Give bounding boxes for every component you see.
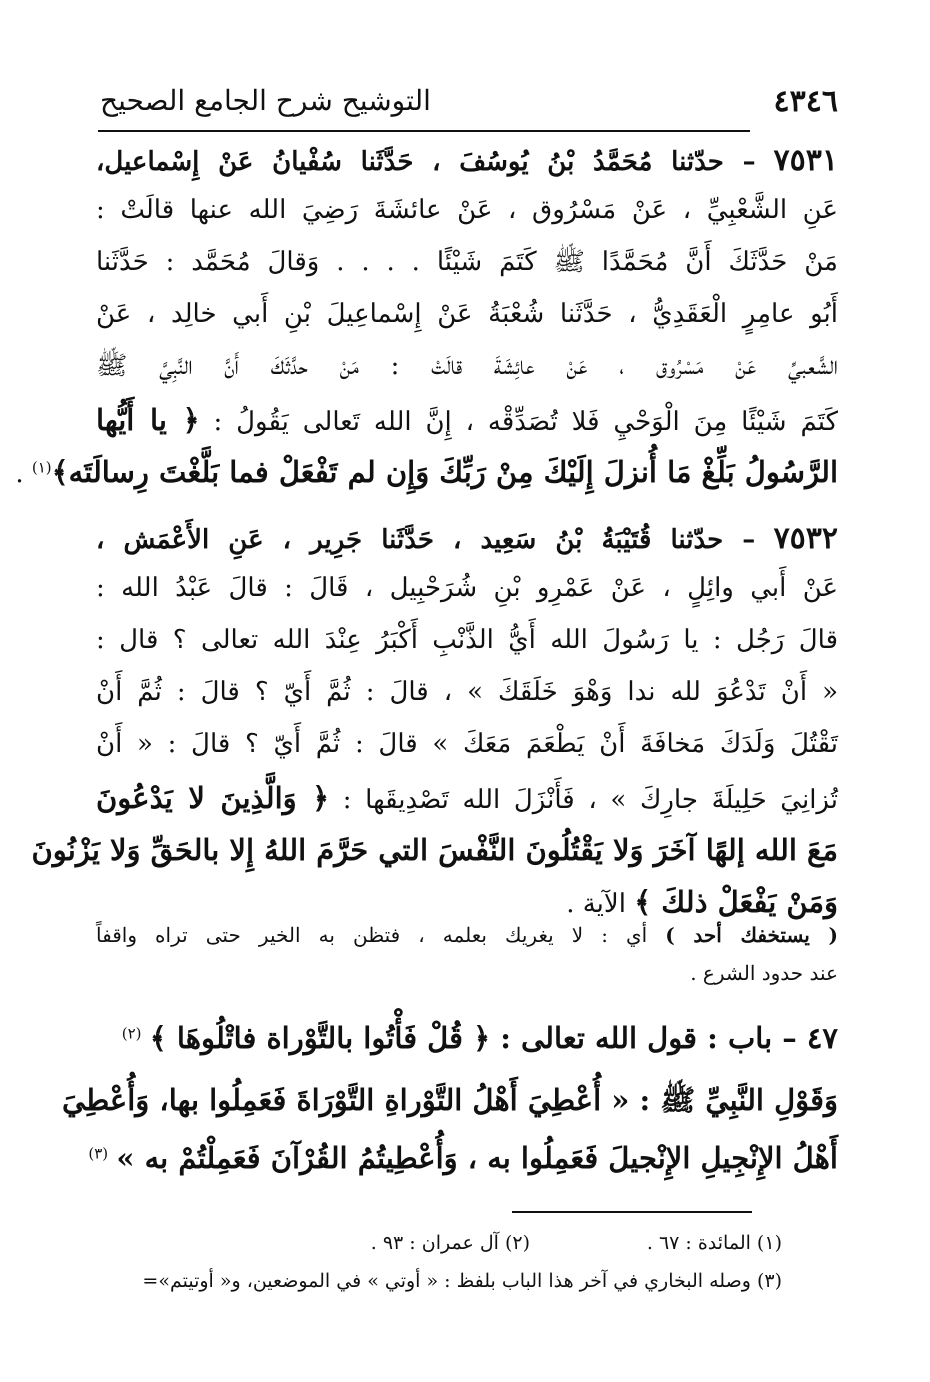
chapter-heading-line-2: وَقَوْلِ النَّبِيِّ ﷺ : « أُعْطِيَ أَهْلُ التَّوْراةِ التَّوْرَاةَ فَعَمِلُوا بها، وَأُعْطِيَ	[61, 1083, 838, 1117]
hadith-text: كَتَمَ شَيْئًا مِنَ الْوَحْيِ فَلا تُصَدِّقْه ، إِنَّ الله تَعالى يَقُولُ :	[213, 407, 838, 437]
hadith-text: .	[15, 459, 32, 489]
hadith-7532-line-3: قالَ رَجُل : يا رَسُولَ الله أَيُّ الذَّنْبِ أَكْبَرُ عِنْدَ الله تعالى ؟ قال :	[96, 625, 838, 655]
hadith-7532-line-7: مَعَ الله إلهًا آخَرَ وَلا يَقْتُلُونَ النَّفْسَ التي حَرَّمَ اللهُ إِلا بالحَقِّ وَلا يَزْنُونَ	[31, 833, 838, 867]
hadith-7531-line-2: عَنِ الشَّعْبِيِّ ، عَنْ مَسْرُوق ، عَنْ عائشَةَ رَضِيَ الله عنها قالَتْ :	[96, 195, 838, 225]
hadith-7531-line-1	[96, 143, 838, 179]
chapter-heading-line-1	[96, 1021, 838, 1056]
hadith-text: – حدّثنا مُحَمَّدُ بْنُ يُوسُفَ ، حَدَّثَنا سُفْيانُ عَنْ إِسْماعيل،	[96, 147, 756, 177]
hadith-text: الآية .	[566, 889, 635, 919]
quran-quote: وَمَنْ يَفْعَلْ ذلكَ ﴾	[634, 885, 838, 919]
footnote-1: (١) المائدة : ٦٧ .	[646, 1232, 782, 1254]
chapter-heading: أَهْلُ الإِنْجِيلِ الإِنْجيلَ فَعَمِلُوا به ، وَأُعْطِيتُمُ القُرْآنَ فَعَمِلْتُمْ به »	[116, 1141, 838, 1175]
running-title: التوشيح شرح الجامع الصحيح	[100, 84, 431, 117]
footnote-ref: (٣)	[88, 1144, 109, 1163]
page-number: ٤٣٤٦	[773, 84, 838, 119]
hadith-7531-line-7	[15, 455, 838, 490]
footnote-3: (٣) وصله البخاري في آخر هذا الباب بلفظ : « أوتي » في الموضعين، و« أوتيتم»=	[142, 1270, 782, 1292]
commentary-line-2: عند حدود الشرع .	[690, 961, 838, 985]
hadith-7531-line-3: مَنْ حَدَّثَكَ أَنَّ مُحَمَّدًا ﷺ كَتَمَ شَيْئًا . . . . وَقالَ مُحَمَّد : حَدَّثَنا	[96, 247, 838, 277]
hadith-7531-line-6	[96, 403, 838, 438]
footnote-rule	[512, 1211, 752, 1213]
hadith-7532-line-1	[96, 521, 838, 557]
chapter-heading: ٤٧ – باب : قول الله تعالى : ﴿ قُلْ فَأْتُوا بالتَّوْراة فاتْلُوهَا ﴾	[149, 1021, 838, 1055]
footnote-ref: (٢)	[121, 1024, 142, 1043]
quran-quote: ﴿ يا أَيُّها	[96, 403, 200, 437]
commentary-text: أي : لا يغريك بعلمه ، فتظن به الخير حتى تراه واقفاً	[96, 923, 666, 947]
hadith-7532-line-8	[96, 885, 838, 920]
hadith-7532-line-4: « أَنْ تَدْعُوَ لله ندا وَهْوَ خَلَقَكَ » ، قالَ : ثُمَّ أَيّ ؟ قالَ : ثُمَّ أَنْ	[96, 677, 838, 707]
quran-quote: ﴿ وَالَّذِينَ لا يَدْعُونَ	[96, 781, 330, 815]
hadith-number: ٧٥٣٢	[773, 521, 839, 556]
hadith-7531-line-4: أَبُو عامِرٍ الْعَقَدِيُّ ، حَدَّثَنا شُعْبَةُ عَنْ إِسْماعِيلَ بْنِ أَبي خالِد ، عَنْ	[96, 299, 838, 329]
hadith-7532-line-6	[96, 781, 838, 816]
hadith-7532-line-2: عَنْ أَبي وائِلٍ ، عَنْ عَمْرِو بْنِ شُرَحْبِيل ، قَالَ : قالَ عَبْدُ الله :	[96, 573, 838, 603]
hadith-text: تُزانِيَ حَلِيلَةَ جارِكَ » ، فَأَنْزَلَ الله تَصْدِيقَها :	[342, 785, 838, 815]
commentary-line-1	[96, 923, 838, 947]
chapter-heading-line-3	[88, 1141, 838, 1176]
hadith-number: ٧٥٣١	[773, 143, 838, 178]
hadith-text: – حدّثنا قُتَيْبَةُ بْنُ سَعِيد ، حَدَّثَنا جَرِير ، عَنِ الأَعْمَش ،	[96, 525, 756, 555]
hadith-7531-line-5: الشَّعبيِّ عَنْ مَسْرُوق ، عَنْ عائِشَةَ قالَتْ : مَنْ حدَّثَكَ أَنَّ النَّبِيَّ ﷺ	[96, 351, 838, 381]
commentary-term: ( يستخفك أحد )	[665, 923, 838, 947]
footnote-2: (٢) آل عمران : ٩٣ .	[370, 1232, 530, 1254]
header-rule	[98, 130, 750, 132]
hadith-7532-line-5: تَقْتُلَ وَلَدَكَ مَخافَةَ أَنْ يَطْعَمَ مَعَكَ » قالَ : ثُمَّ أَيّ ؟ قالَ : « أَنْ	[96, 729, 838, 759]
footnote-ref: (١)	[31, 458, 52, 477]
quran-quote: الرَّسُولُ بَلِّغْ مَا أُنزلَ إِلَيْكَ مِنْ رَبِّكَ وَإِن لم تَفْعَلْ فما بَلَّغْتَ رِسالَتَه﴾	[51, 455, 838, 489]
